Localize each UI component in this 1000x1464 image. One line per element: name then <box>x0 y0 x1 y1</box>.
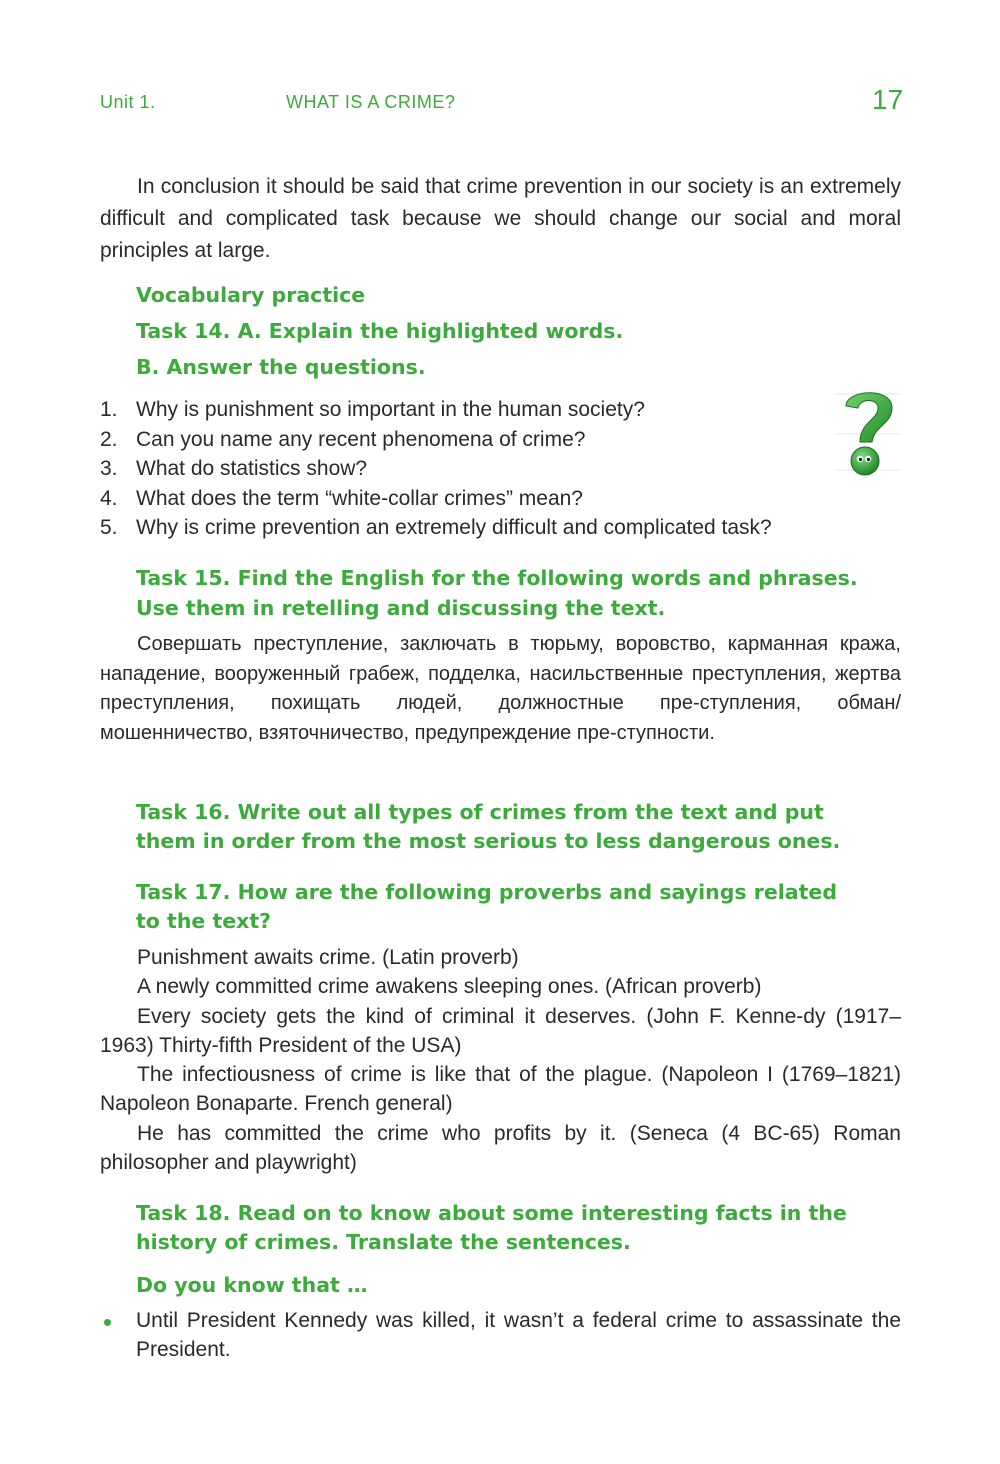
question-text: Can you name any recent phenomena of crime? <box>136 427 586 451</box>
task-18-heading-line1: Task 18. Read on to know about some interesting facts in the <box>136 1201 847 1225</box>
task-18-heading-line2: history of crimes. Translate the sentences. <box>136 1230 631 1254</box>
proverb: The infectiousness of crime is like that of the plague. (Napoleon I (1769–1821) Napoleon Bonaparte. French general) <box>100 1063 901 1116</box>
proverb: He has committed the crime who profits by it. (Seneca (4 BC-65) Roman philosopher and playwright) <box>100 1121 901 1175</box>
task-15-word-list: Совершать преступление, заключать в тюрьму, воровство, карманная кража, нападение, вооруженный грабеж, подделка, насильственные преступления, жертва преступления, похищать людей, должностные пре-ступления, обман/мошенничество, взяточничество, предупреждение пре-ступности. <box>100 633 901 744</box>
question-number: 1. <box>100 398 118 421</box>
questions-list <box>100 395 840 543</box>
question-text: Why is punishment so important in the human society? <box>136 398 645 421</box>
task-16-heading-line2: them in order from the most serious to less dangerous ones. <box>136 829 841 853</box>
task-17-heading-line1: Task 17. How are the following proverbs and sayings related <box>136 880 837 904</box>
task-15-heading-line1: Task 15. Find the English for the following words and phrases. <box>136 566 858 590</box>
proverb: A newly committed crime awakens sleeping ones. (African proverb) <box>137 975 762 999</box>
task-17-heading-line2: to the text? <box>136 909 272 933</box>
proverb: Punishment awaits crime. (Latin proverb) <box>137 946 519 969</box>
question-text: What do statistics show? <box>136 457 368 480</box>
list-item <box>100 395 840 425</box>
task-14a-heading: Task 14. A. Explain the highlighted words. <box>136 319 624 343</box>
running-header-unit: Unit 1. <box>100 92 156 112</box>
task-15-heading-line2: Use them in retelling and discussing the text. <box>136 596 666 620</box>
page-number: 17 <box>872 84 904 115</box>
question-text: Why is crime prevention an extremely difficult and complicated task? <box>136 516 772 539</box>
question-text: What does the term “white-collar crimes” mean? <box>136 486 583 510</box>
question-number: 5. <box>100 516 118 539</box>
fact-bullet-item <box>100 1306 901 1364</box>
task-14b-heading: B. Answer the questions. <box>136 355 426 379</box>
bullet-icon <box>104 1319 111 1326</box>
task-16-heading-line1: Task 16. Write out all types of crimes from the text and put <box>136 800 824 824</box>
proverbs-list <box>100 943 901 1177</box>
question-mark-icon <box>832 382 904 482</box>
proverb: Every society gets the kind of criminal it deserves. (John F. Kenne-dy (1917–1963) Thirty-fifth President of the USA) <box>100 1004 901 1057</box>
list-item <box>100 513 840 543</box>
list-item <box>100 454 840 484</box>
fact-text: Until President Kennedy was killed, it wasn’t a federal crime to assassinate the President. <box>136 1309 901 1361</box>
vocabulary-practice-heading: Vocabulary practice <box>136 283 366 307</box>
intro-paragraph: In conclusion it should be said that crime prevention in our society is an extremely difficult and complicated task because we should change our social and moral principles at large. <box>100 175 901 262</box>
question-number: 4. <box>100 486 118 510</box>
question-number: 2. <box>100 427 118 451</box>
list-item <box>100 484 840 514</box>
running-header-title: WHAT IS A CRIME? <box>286 92 456 112</box>
list-item <box>100 425 840 455</box>
do-you-know-heading: Do you know that … <box>136 1273 368 1297</box>
question-number: 3. <box>100 457 118 480</box>
